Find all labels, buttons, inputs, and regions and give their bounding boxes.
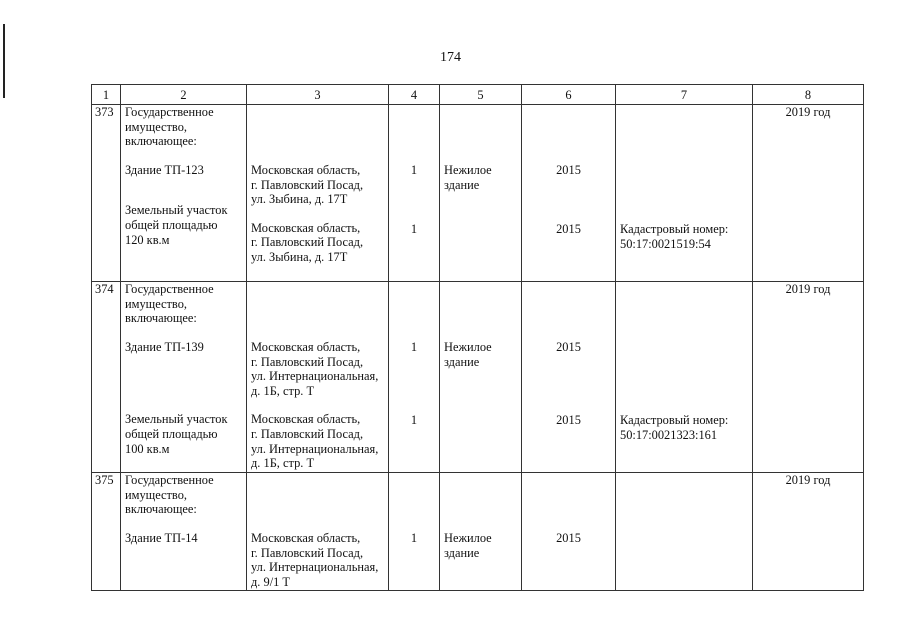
col-header-7: 7 <box>616 85 753 105</box>
item-address: Московская область, г. Павловский Посад, ул. Интернациональная, д. 9/1 Т <box>251 531 379 589</box>
qty-cell <box>389 105 440 282</box>
year-built-cell <box>522 282 616 473</box>
group-title: Государственное имущество, включающее: <box>125 473 214 517</box>
page-number: 174 <box>440 50 461 65</box>
table-row <box>92 105 864 282</box>
address-cell <box>247 105 389 282</box>
col-header-1: 1 <box>92 85 121 105</box>
item-qty: 1 <box>410 531 418 545</box>
col-header-3: 3 <box>247 85 389 105</box>
table-row <box>92 282 864 473</box>
name-cell <box>121 473 247 591</box>
name-cell <box>121 282 247 473</box>
item-note: Кадастровый номер: 50:17:0021519:54 <box>620 222 729 251</box>
item-type: Нежилое здание <box>444 531 492 560</box>
type-cell <box>440 105 522 282</box>
item-qty: 1 <box>410 412 418 427</box>
note-cell <box>616 282 753 473</box>
year-cell: 2019 год <box>753 473 864 591</box>
item-name: Здание ТП-123 <box>125 162 204 177</box>
item-qty: 1 <box>410 221 418 236</box>
item-name: Здание ТП-139 <box>125 339 204 354</box>
item-address: Московская область, г. Павловский Посад, ул. Зыбина, д. 17Т <box>251 163 364 207</box>
item-address: Московская область, г. Павловский Посад, ул. Зыбина, д. 17Т <box>251 220 364 264</box>
item-year-built: 2015 <box>556 163 581 177</box>
note-cell <box>616 105 753 282</box>
year-cell: 2019 год <box>753 282 864 473</box>
item-year-built: 2015 <box>556 340 581 354</box>
item-type: Нежилое здание <box>444 163 492 192</box>
item-address: Московская область, г. Павловский Посад, ул. Интернациональная, д. 1Б, стр. Т <box>251 340 379 398</box>
col-header-8: 8 <box>753 85 864 105</box>
item-qty: 1 <box>410 163 418 177</box>
address-cell <box>247 282 389 473</box>
note-cell <box>616 473 753 591</box>
row-number: 373 <box>92 105 121 282</box>
row-number: 374 <box>92 282 121 473</box>
item-year-built: 2015 <box>556 531 581 545</box>
col-header-2: 2 <box>121 85 247 105</box>
item-name: Земельный участок общей площадью 120 кв.м <box>125 203 228 247</box>
group-title: Государственное имущество, включающее: <box>125 105 214 149</box>
year-cell: 2019 год <box>753 105 864 282</box>
item-year-built: 2015 <box>556 412 581 427</box>
item-note: Кадастровый номер: 50:17:0021323:161 <box>620 413 729 442</box>
item-name: Здание ТП-14 <box>125 530 198 545</box>
name-cell <box>121 105 247 282</box>
property-table <box>91 84 864 591</box>
header-row <box>92 85 864 105</box>
address-cell <box>247 473 389 591</box>
col-header-5: 5 <box>440 85 522 105</box>
type-cell <box>440 473 522 591</box>
item-qty: 1 <box>410 340 418 354</box>
item-year-built: 2015 <box>556 221 581 236</box>
row-number: 375 <box>92 473 121 591</box>
year-built-cell <box>522 473 616 591</box>
item-name: Земельный участок общей площадью 100 кв.м <box>125 412 228 456</box>
table-row <box>92 473 864 591</box>
item-address: Московская область, г. Павловский Посад, ул. Интернациональная, д. 1Б, стр. Т <box>251 412 379 471</box>
item-type: Нежилое здание <box>444 340 492 369</box>
qty-cell <box>389 282 440 473</box>
group-title: Государственное имущество, включающее: <box>125 282 214 326</box>
qty-cell <box>389 473 440 591</box>
type-cell <box>440 282 522 473</box>
year-built-cell <box>522 105 616 282</box>
col-header-6: 6 <box>522 85 616 105</box>
col-header-4: 4 <box>389 85 440 105</box>
